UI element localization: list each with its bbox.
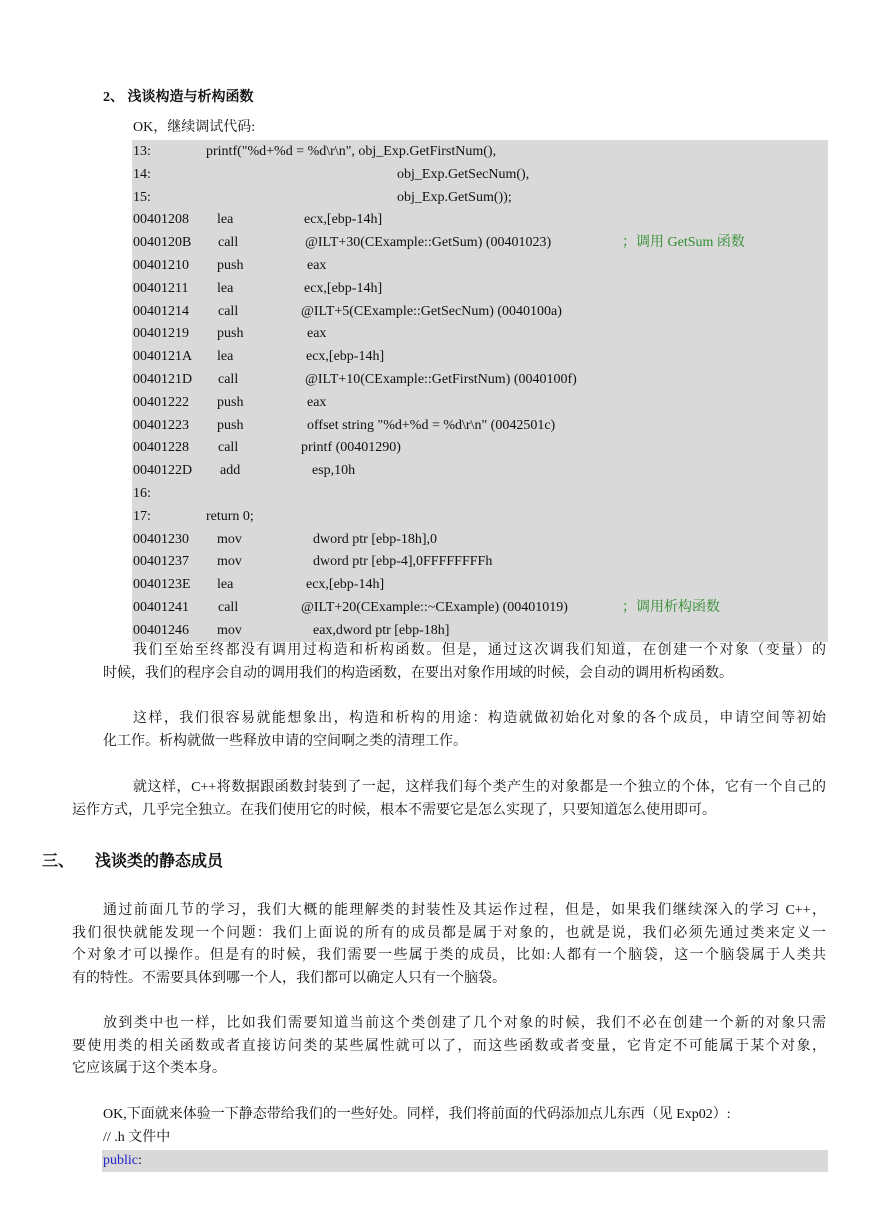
code-addr: 0040121D [133,372,193,387]
code-args: ecx,[ebp-14h] [306,577,385,593]
code-addr: 00401222 [133,394,189,410]
code-op: call [218,303,239,319]
code-op: mov [217,554,242,570]
code-addr: 16: [133,486,151,501]
text-line: 时候，我们的程序会自动的调用我们的构造函数，在要出对象作用域的时候，会自动的调用析构函数。 [103,665,733,681]
code-addr: 00401219 [133,326,189,342]
text-line: 化工作。析构就做一些释放申请的空间啊之类的清理工作。 [103,733,467,749]
text-line: 通过前面几节的学习，我们大概的能理解类的封装性及其运作过程，但是，如果我们继续深入的学习 C++， [103,903,826,918]
code-op: mov [217,622,242,638]
paragraph-encapsulation [72,777,826,822]
text-line: 运作方式，几乎完全独立。在我们使用它的时候，根本不需要它是怎么实现了，只要知道怎么使用即可。 [72,802,716,818]
intro-text: OK，继续调试代码: [133,120,256,135]
paragraph-static-class [72,1013,826,1081]
code-args: eax,dword ptr [ebp-18h] [313,622,450,638]
code-args: offset string "%d+%d = %d\r\n" (0042501c) [307,417,556,433]
code-addr: 00401211 [133,280,189,296]
code-addr: 00401241 [133,600,189,615]
code-op: mov [217,531,242,547]
text-line: 我们很快就能发现一个问题：我们上面说的所有的成员都是属于对象的，也就是说，我们必须先通过类来定义一 [72,925,826,941]
paragraph-constructor-summary [103,640,826,685]
paragraph-static-intro [72,900,826,990]
section-title: 浅谈类的静态成员 [95,853,224,870]
code-op: push [217,326,244,342]
code-op: push [217,394,244,410]
code-addr: 0040123E [133,577,191,593]
code-args: obj_Exp.GetSum()); [397,189,512,205]
code-args: eax [307,258,327,273]
code-addr: 14: [133,166,151,182]
code-args: @ILT+20(CExample::~CExample) (00401019) [301,600,568,615]
code-op: lea [217,280,234,296]
text-line: 有的特性。不需要具体到哪一个人，我们都可以确定人只有一个脑袋。 [72,970,506,986]
text-line: 我们至始至终都没有调用过构造和析构函数。但是，通过这次调我们知道，在创建一个对象（变量）的 [133,643,826,658]
text-line: 这样，我们很容易就能想象出，构造和析构的用途：构造就做初始化对象的各个成员，申请空间等初始 [133,711,826,726]
code-args: dword ptr [ebp-4],0FFFFFFFFh [313,554,493,570]
code-punctuation: : [138,1153,142,1168]
code-addr: 0040120B [133,235,192,251]
code-addr: 00401228 [133,440,189,456]
code-args: @ILT+30(CExample::GetSum) (00401023) [305,235,552,251]
code-op: lea [217,577,234,593]
code-args: printf (00401290) [301,440,401,456]
code-op: lea [217,212,234,228]
code-addr: 15: [133,189,151,205]
code-addr: 00401237 [133,554,189,570]
section-heading: 2、 浅谈构造与析构函数 [103,90,254,105]
code-args: return 0; [206,508,254,524]
code-args: @ILT+5(CExample::GetSecNum) (0040100a) [301,303,562,319]
code-args: obj_Exp.GetSecNum(), [397,166,530,182]
code-comment: ；调用析构函数 [622,600,720,615]
keyword: public [103,1153,138,1168]
code-args: eax [307,326,327,342]
code-op: call [218,600,239,615]
code-args: printf("%d+%d = %d\r\n", obj_Exp.GetFirstNum(), [206,144,497,159]
code-addr: 00401208 [133,212,189,228]
code-comment: // .h 文件中 [103,1130,171,1145]
text-line: 要使用类的相关函数或者直接访问类的某些属性就可以了，而这些函数或者变量，它肯定不可能属于某个对象， [72,1038,826,1054]
code-op: call [218,235,239,251]
text-line: 就这样，C++将数据跟函数封装到了一起，这样我们每个类产生的对象都是一个独立的个体，它有一个自己的 [133,780,826,795]
paragraph-constructor-usage [103,708,826,753]
code-comment: ；调用 GetSum 函数 [622,235,745,251]
code-args: eax [307,394,327,410]
code-addr: 13: [133,144,151,159]
code-op: push [217,417,244,433]
code-args: ecx,[ebp-14h] [304,212,383,228]
code-addr: 00401246 [133,622,189,638]
code-addr: 0040121A [133,349,193,365]
code-block [102,1150,828,1172]
code-op: push [217,258,244,273]
code-line-public [103,1150,142,1172]
text-line: 放到类中也一样，比如我们需要知道当前这个类创建了几个对象的时候，我们不必在创建一个新的对象只需 [103,1016,826,1031]
code-addr: 17: [133,508,151,524]
code-addr: 00401214 [133,303,189,319]
text-line: 它应该属于这个类本身。 [72,1061,226,1076]
code-addr: 00401223 [133,417,189,433]
code-addr: 00401210 [133,258,189,273]
text-line: 个对象才可以操作。但是有的时候，我们需要一些属于类的成员，比如:人都有一个脑袋，这一个脑袋属于人类共 [72,948,826,963]
code-args: dword ptr [ebp-18h],0 [313,531,438,547]
code-args: ecx,[ebp-14h] [304,280,383,296]
code-op: call [218,372,239,387]
code-args: esp,10h [312,463,356,479]
code-args: ecx,[ebp-14h] [306,349,385,365]
code-addr: 00401230 [133,531,189,547]
code-op: lea [217,349,234,365]
paragraph-static-example: OK,下面就来体验一下静态带给我们的一些好处。同样，我们将前面的代码添加点儿东西（见 Exp02）: [103,1107,731,1122]
code-addr: 0040122D [133,463,193,479]
code-args: @ILT+10(CExample::GetFirstNum) (0040100f) [305,372,577,387]
section-number: 三、 [42,853,75,870]
code-op: add [220,463,241,479]
code-op: call [218,440,239,456]
